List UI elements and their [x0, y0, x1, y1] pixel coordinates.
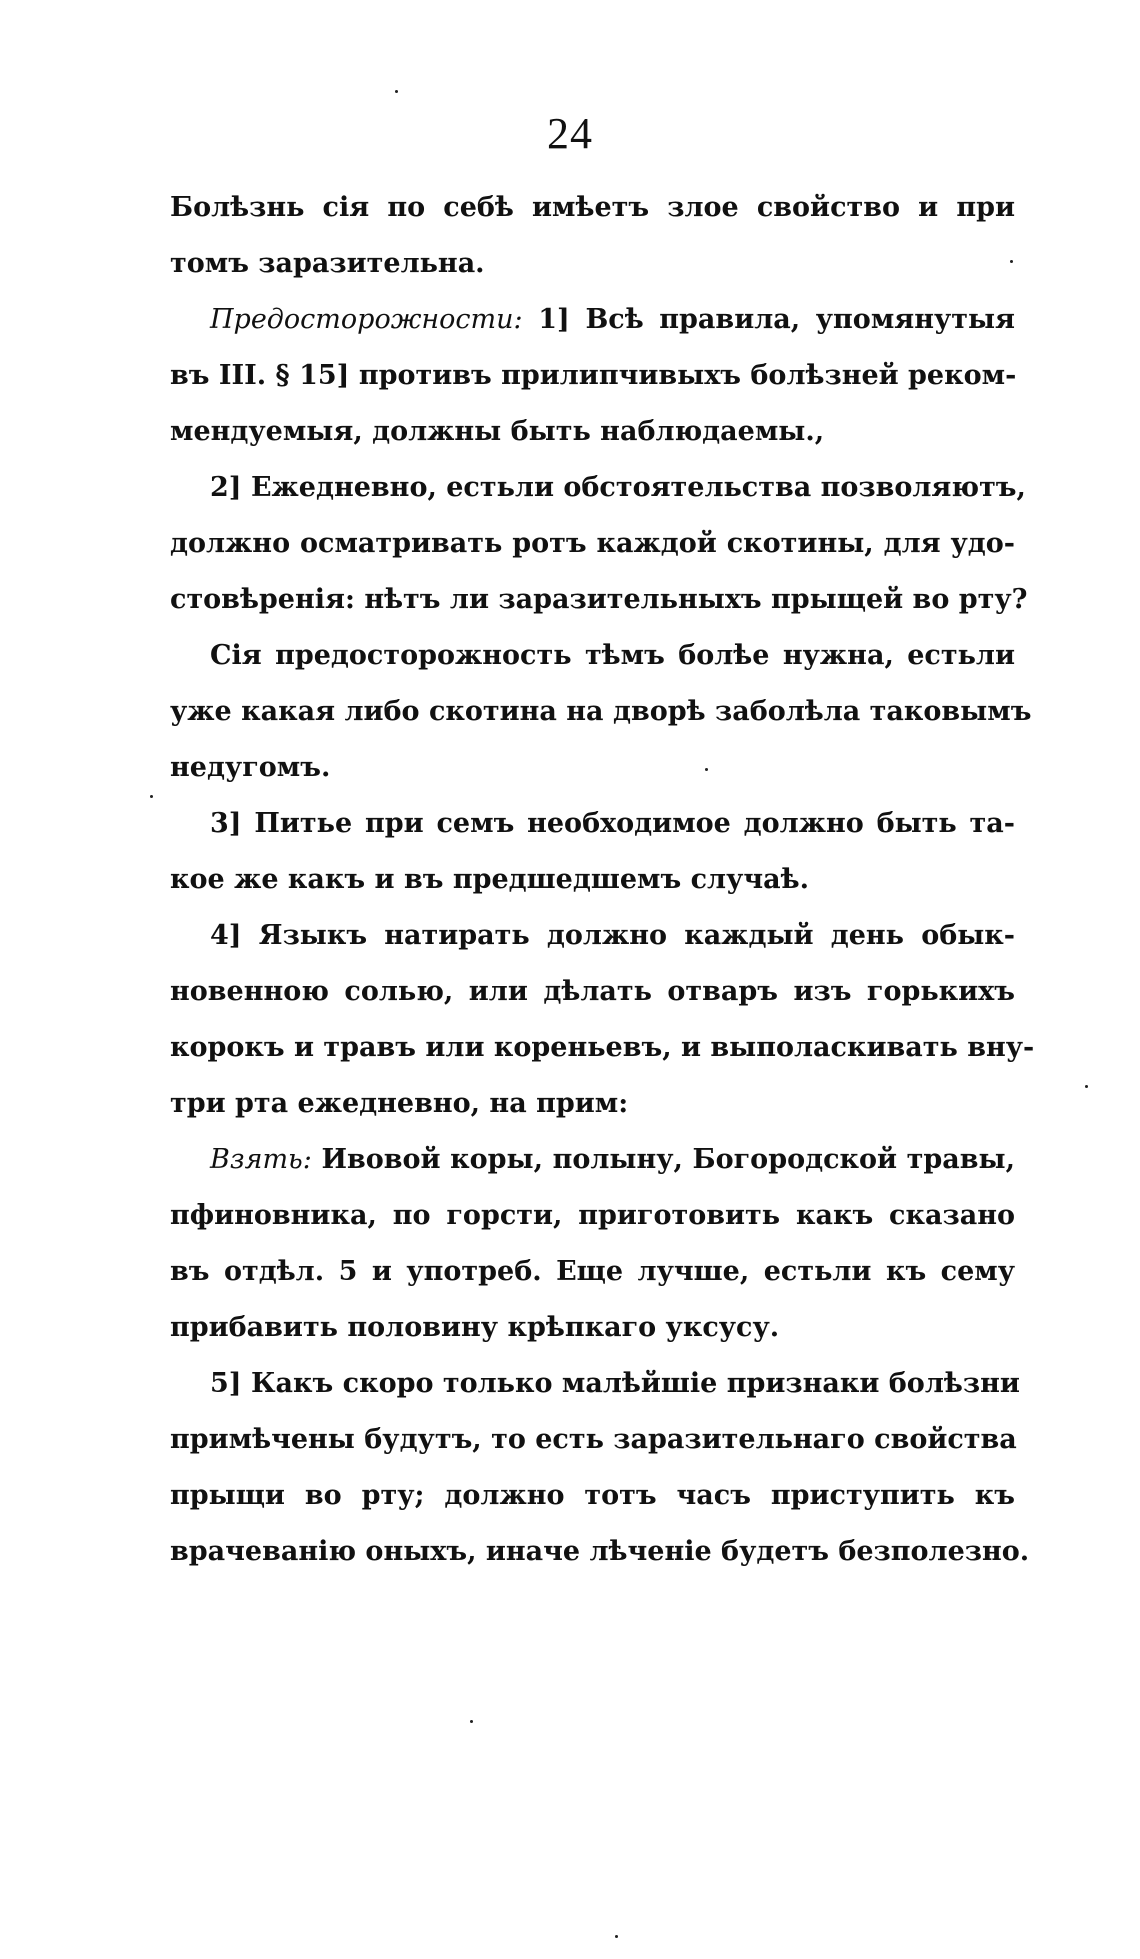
text-line: 4] Языкъ натирать должно каждый день обык- [210, 920, 1015, 951]
text-line: стовѣренія: нѣтъ ли заразительныхъ прыщей во рту? [170, 584, 1028, 615]
recipe-heading: Взять: [210, 1144, 312, 1175]
scan-speck [705, 768, 708, 771]
scan-speck [395, 90, 398, 93]
page-body [170, 180, 1035, 1580]
scan-speck [615, 1935, 618, 1938]
text-line-rest: Ивовой коры, полыну, Богородской травы, [321, 1144, 1015, 1175]
text-line: три рта ежедневно, на прим: [170, 1088, 629, 1119]
text-line: 5] Какъ скоро только малѣйшіе признаки болѣзни [210, 1368, 1020, 1399]
text-line: пфиновника, по горсти, приготовить какъ сказано [170, 1200, 1015, 1231]
scan-speck [470, 1720, 473, 1723]
text-line: корокъ и травъ или кореньевъ, и выполаскивать вну- [170, 1032, 1035, 1063]
text-line-with-heading [170, 292, 1015, 348]
text-line: томъ заразительна. [170, 248, 485, 279]
text-line: въ III. § 15] противъ прилипчивыхъ болѣзней реком- [170, 360, 1017, 391]
text-line: въ отдѣл. 5 и употреб. Еще лучше, естьли къ сему [170, 1256, 1015, 1287]
scan-speck [1010, 260, 1013, 263]
text-line: примѣчены будутъ, то есть заразительнаго свойства [170, 1424, 1017, 1455]
text-line: мендуемыя, должны быть наблюдаемы., [170, 416, 825, 447]
text-line: 2] Ежедневно, естьли обстоятельства позволяютъ, [210, 472, 1026, 503]
text-line: Болѣзнь сія по себѣ имѣетъ злое свойство и при [170, 192, 1015, 223]
text-line: должно осматривать ротъ каждой скотины, для удо- [170, 528, 1015, 559]
text-line: врачеванію оныхъ, иначе лѣченіе будетъ безполезно. [170, 1536, 1030, 1567]
text-line-rest: 1] Всѣ правила, упомянутыя [538, 304, 1016, 335]
scan-speck [150, 795, 153, 798]
page-number: 24 [547, 109, 593, 158]
text-line: новенною солью, или дѣлать отваръ изъ горькихъ [170, 976, 1015, 1007]
text-line: недугомъ. [170, 752, 331, 783]
text-line: Сія предосторожность тѣмъ болѣе нужна, естьли [210, 640, 1015, 671]
text-line: кое же какъ и въ предшедшемъ случаѣ. [170, 864, 809, 895]
precautions-heading: Предосторожности: [210, 304, 523, 335]
text-line: прибавить половину крѣпкаго уксусу. [170, 1312, 780, 1343]
text-line: прыщи во рту; должно тотъ часъ приступить къ [170, 1480, 1015, 1511]
text-line: 3] Питье при семъ необходимое должно быть та- [210, 808, 1015, 839]
text-line-with-heading [170, 1132, 1015, 1188]
text-line: уже какая либо скотина на дворѣ заболѣла таковымъ [170, 696, 1032, 727]
scan-speck [1085, 1085, 1088, 1088]
